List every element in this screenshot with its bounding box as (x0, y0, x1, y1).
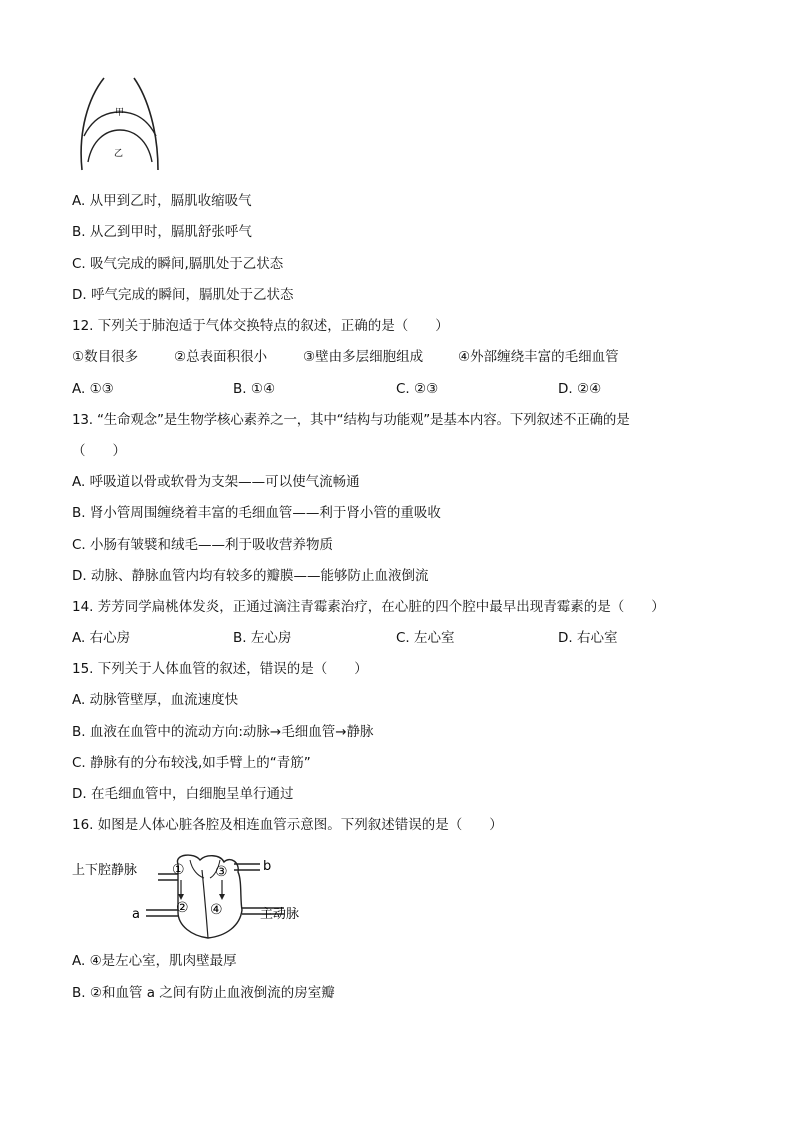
q12-item-3: ③壁由多层细胞组成 (303, 349, 424, 365)
q13-option-d: D. 动脉、静脉血管内均有较多的瓣膜——能够防止血液倒流 (72, 568, 429, 584)
chamber-3-label: ③ (215, 864, 228, 880)
label-a: a (132, 907, 140, 922)
q11-option-a: A. 从甲到乙时，膈肌收缩吸气 (72, 193, 252, 209)
q12-stem: 12. 下列关于肺泡适于气体交换特点的叙述，正确的是（ ） (72, 318, 449, 334)
q13-stem-blank: （ ） (72, 443, 126, 459)
label-jia: 甲 (115, 108, 125, 118)
label-yi: 乙 (114, 149, 124, 159)
q13-option-c: C. 小肠有皱襞和绒毛——利于吸收营养物质 (72, 537, 334, 553)
q11-option-b: B. 从乙到甲时，膈肌舒张呼气 (72, 224, 252, 240)
q14-stem: 14. 芳芳同学扁桃体发炎，正通过滴注青霉素治疗，在心脏的四个腔中最早出现青霉素的是（ ） (72, 599, 665, 615)
diaphragm-figure (74, 74, 166, 174)
heart-septum (202, 870, 208, 938)
q16-option-a: A. ④是左心室，肌肉壁最厚 (72, 953, 237, 969)
q15-option-b: B. 血液在血管中的流动方向:动脉→毛细血管→静脉 (72, 724, 374, 740)
q15-option-c: C. 静脉有的分布较浅,如手臂上的“青筋” (72, 755, 311, 771)
vena-cava-label: 上下腔静脉 (72, 863, 138, 878)
q15-stem: 15. 下列关于人体血管的叙述，错误的是（ ） (72, 661, 368, 677)
q14-option-a: A. 右心房 (72, 630, 131, 646)
q13-stem: 13. “生命观念”是生物学核心素养之一，其中“结构与功能观”是基本内容。下列叙述不正确的是 (72, 412, 630, 428)
q12-option-a: A. ①③ (72, 381, 114, 397)
chest-wall-right (134, 78, 158, 170)
q12-option-d: D. ②④ (558, 381, 602, 397)
chamber-2-label: ② (176, 900, 189, 916)
q14-option-b: B. 左心房 (233, 630, 292, 646)
q12-option-c: C. ②③ (396, 381, 439, 397)
q11-option-d: D. 呼气完成的瞬间，膈肌处于乙状态 (72, 287, 294, 303)
heart-outline (177, 855, 242, 938)
chamber-1-label: ① (172, 862, 185, 878)
q14-option-d: D. 右心室 (558, 630, 618, 646)
q12-item-4: ④外部缠绕丰富的毛细血管 (458, 349, 619, 365)
q13-option-a: A. 呼吸道以骨或软骨为支架——可以使气流畅通 (72, 474, 360, 490)
label-b: b (263, 859, 272, 874)
q14-option-c: C. 左心室 (396, 630, 455, 646)
aorta-label: 主动脉 (260, 907, 300, 922)
q12-option-b: B. ①④ (233, 381, 276, 397)
q12-item-1: ①数目很多 (72, 349, 139, 365)
q12-item-2: ②总表面积很小 (174, 349, 268, 365)
q15-option-d: D. 在毛细血管中，白细胞呈单行通过 (72, 786, 294, 802)
heart-figure (70, 850, 340, 942)
chamber-4-label: ④ (210, 902, 223, 918)
q15-option-a: A. 动脉管壁厚，血流速度快 (72, 692, 239, 708)
q16-stem: 16. 如图是人体心脏各腔及相连血管示意图。下列叙述错误的是（ ） (72, 817, 503, 833)
q16-option-b: B. ②和血管 a 之间有防止血液倒流的房室瓣 (72, 985, 335, 1001)
q13-option-b: B. 肾小管周围缠绕着丰富的毛细血管——利于肾小管的重吸收 (72, 505, 441, 521)
q11-option-c: C. 吸气完成的瞬间,膈肌处于乙状态 (72, 256, 284, 272)
